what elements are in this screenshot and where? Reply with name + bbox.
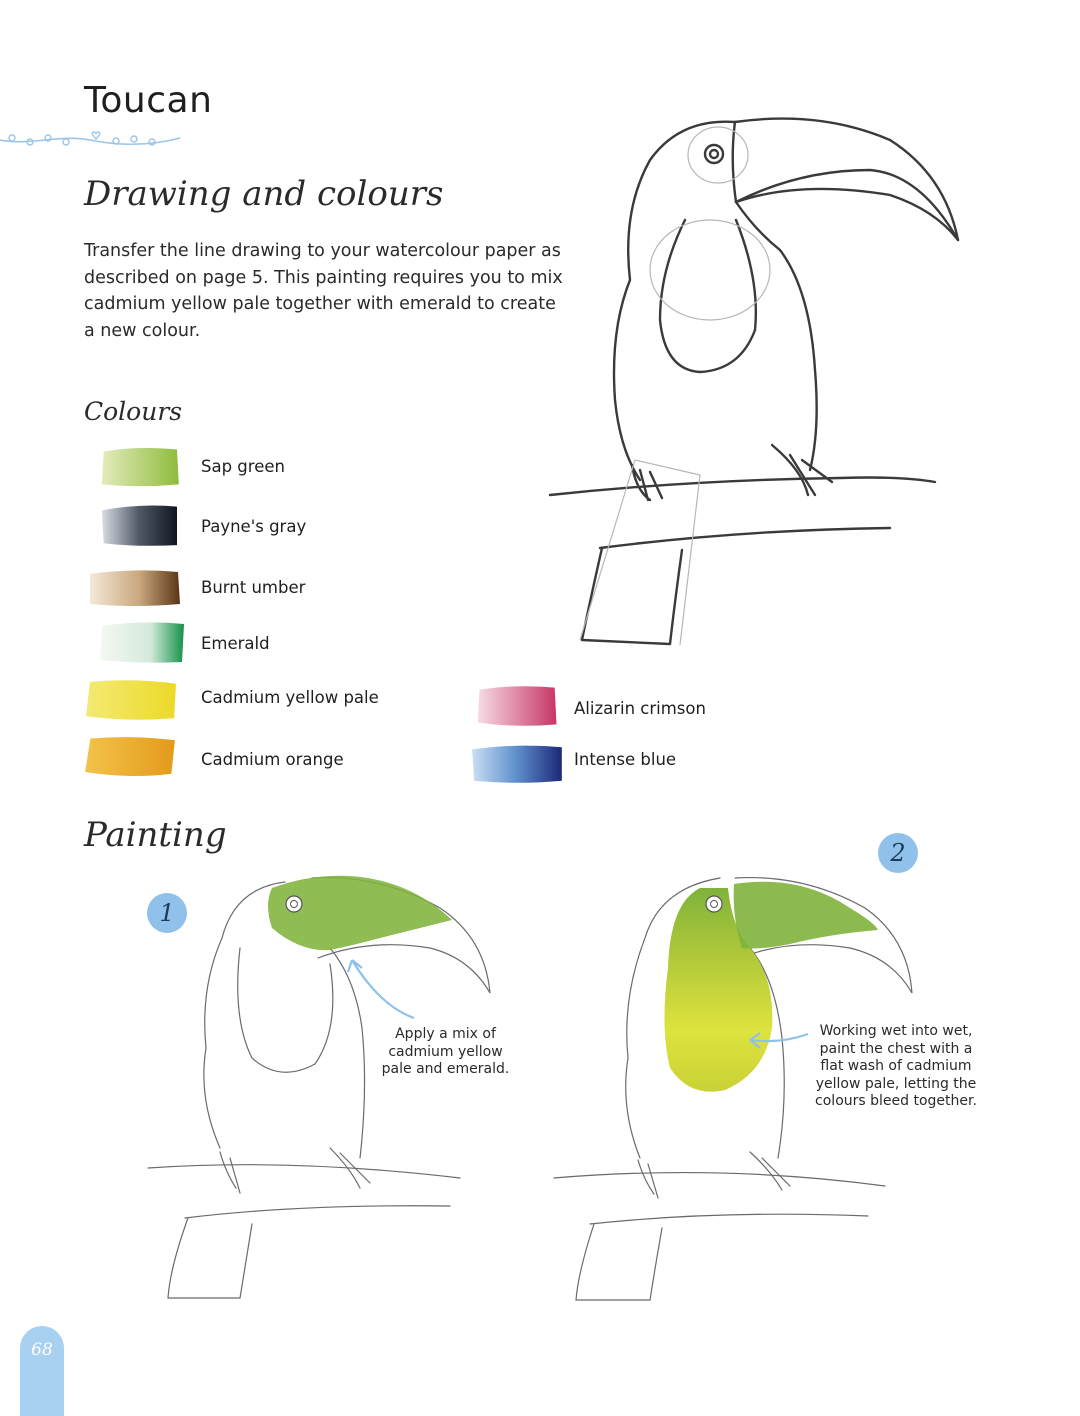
swatch-alizarin-crimson — [470, 684, 566, 728]
swatch-intense-blue — [470, 742, 566, 786]
swatch-sap-green — [96, 444, 192, 488]
intro-paragraph: Transfer the line drawing to your watercolour paper as described on page 5. This painting requires you to mix cadmium yellow pale together with emerald to create a new colour. — [84, 241, 563, 341]
section-heading-drawing: Drawing and colours — [84, 174, 444, 214]
step-1-note: Apply a mix of cadmium yellow pale and emerald. — [381, 1026, 510, 1077]
page-title: Toucan — [84, 80, 213, 121]
colour-label-paynes-gray: Payne's gray — [201, 517, 307, 536]
colour-label-sap-green: Sap green — [201, 457, 285, 476]
colour-label-intense-blue: Intense blue — [574, 750, 677, 769]
colour-label-cadmium-orange: Cadmium orange — [201, 750, 344, 769]
page-number-tab: 68 — [20, 1326, 64, 1416]
swatch-cadmium-yellow-pale — [84, 678, 180, 722]
step-1-illustration — [140, 868, 500, 1308]
section-heading-painting: Painting — [84, 815, 227, 855]
vine-divider-icon — [0, 128, 190, 152]
swatch-cadmium-orange — [82, 735, 178, 779]
colours-heading: Colours — [84, 397, 183, 426]
step-1-badge: 1 — [147, 893, 187, 933]
toucan-line-drawing — [540, 100, 970, 660]
step-2-badge: 2 — [878, 833, 918, 873]
swatch-paynes-gray — [96, 503, 192, 547]
colour-label-alizarin-crimson: Alizarin crimson — [574, 699, 706, 718]
colour-label-emerald: Emerald — [201, 634, 270, 653]
swatch-emerald — [98, 620, 194, 664]
swatch-burnt-umber — [88, 566, 184, 610]
step-2-note: Working wet into wet, paint the chest with a flat wash of cadmium yellow pale, letting the colours bleed together. — [815, 1023, 977, 1109]
colour-label-cadmium-yellow-pale: Cadmium yellow pale — [201, 688, 379, 707]
colour-label-burnt-umber: Burnt umber — [201, 578, 306, 597]
